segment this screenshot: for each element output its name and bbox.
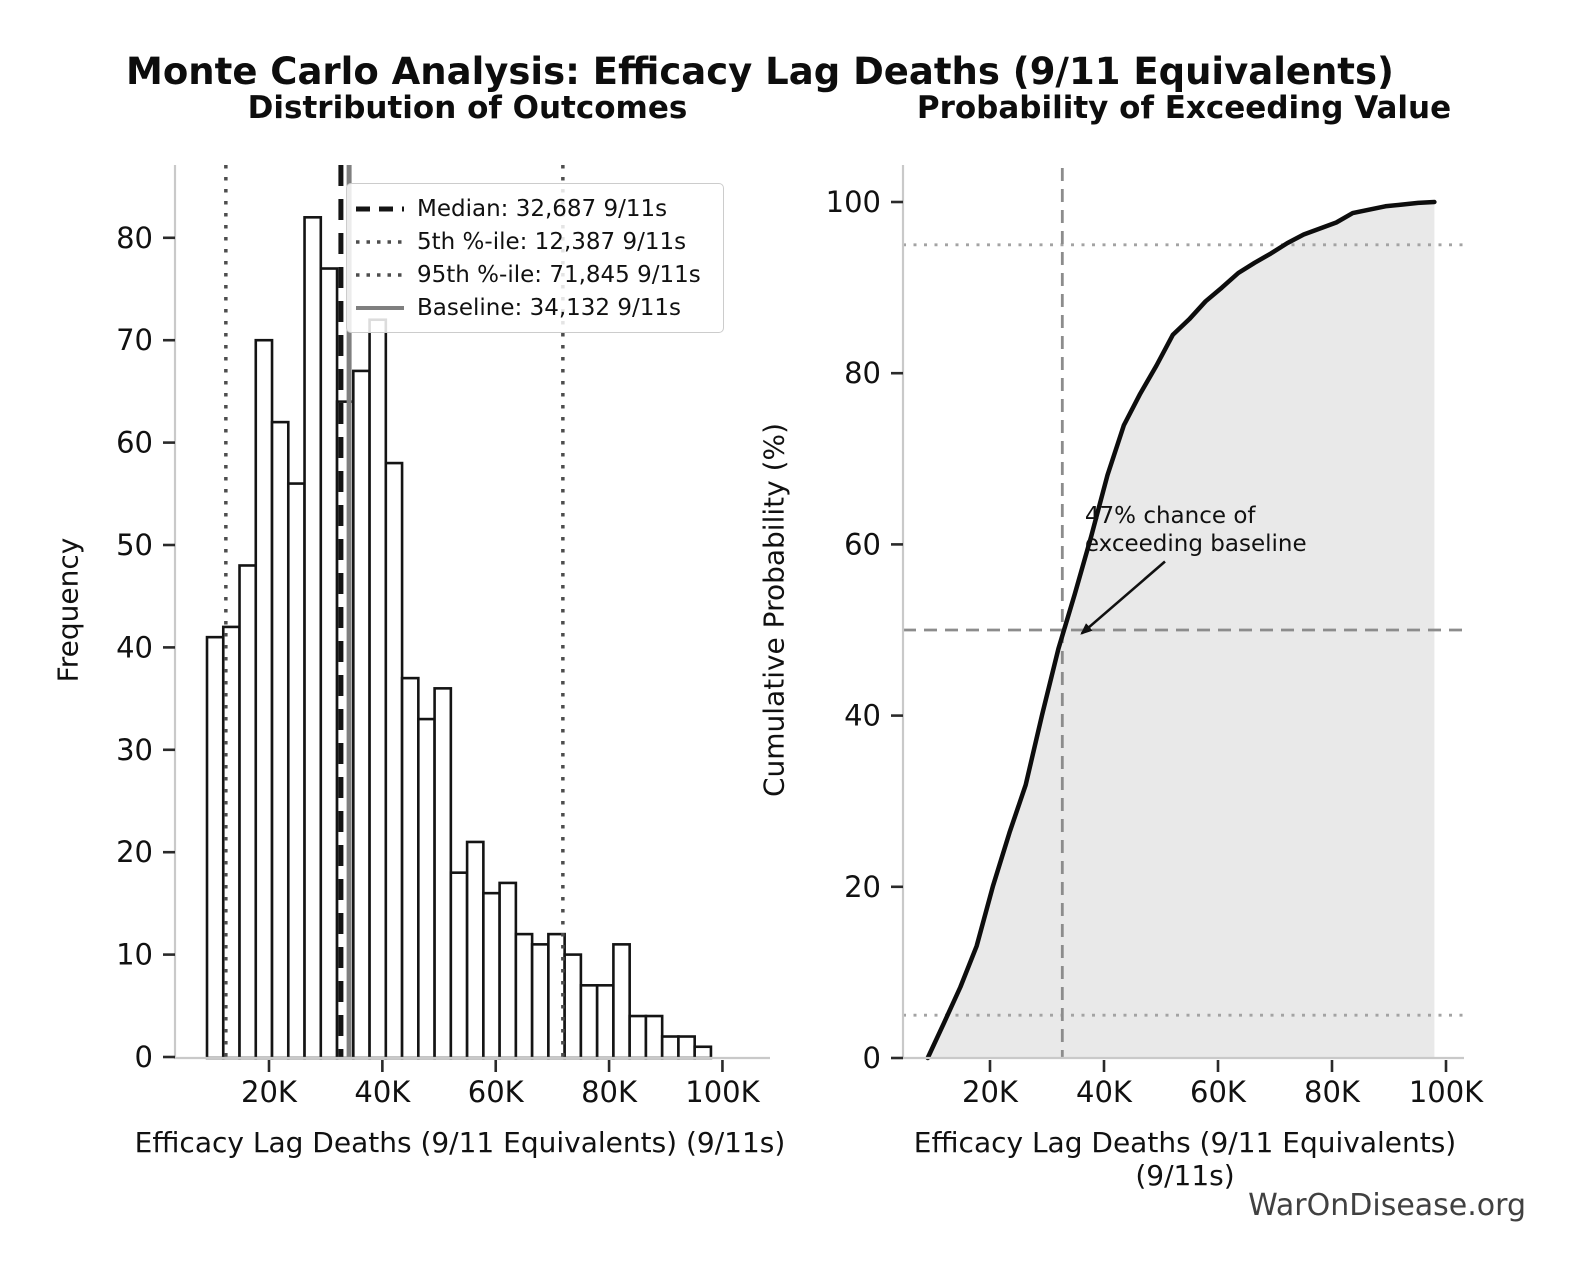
cdf-y-tick-label: 0 <box>862 1041 881 1075</box>
legend-label-baseline: Baseline: 34,132 9/11s <box>417 294 681 321</box>
cdf-y-tick-label: 80 <box>844 356 881 391</box>
histogram-bar <box>305 217 321 1058</box>
cdf-y-tick-label: 60 <box>844 527 881 562</box>
legend-label-median: Median: 32,687 9/11s <box>417 195 668 222</box>
legend-item-p95 <box>355 258 713 291</box>
histogram-bar <box>581 985 597 1058</box>
histogram-bar <box>500 883 516 1058</box>
histogram-y-tick-label: 50 <box>116 528 153 562</box>
histogram-bar <box>370 320 386 1058</box>
histogram-y-tick-label: 80 <box>116 220 153 255</box>
histogram-bar <box>695 1047 711 1058</box>
histogram-y-tick-label: 60 <box>116 425 153 460</box>
right-chart-title: Probability of Exceeding Value <box>916 90 1452 126</box>
cdf-x-tick-label: 100K <box>1408 1075 1484 1109</box>
histogram-x-tick-label: 80K <box>581 1075 638 1109</box>
histogram-y-tick-label: 10 <box>116 937 153 972</box>
histogram-y-tick-label: 20 <box>116 835 153 870</box>
histogram-bar <box>240 565 256 1058</box>
baseline-line-sample-icon <box>355 303 405 313</box>
histogram-bar <box>646 1016 662 1058</box>
cdf-x-tick-label: 60K <box>1190 1075 1246 1109</box>
histogram-x-tick-label: 40K <box>354 1075 411 1109</box>
histogram-y-tick-label: 70 <box>116 323 153 358</box>
histogram-bar <box>662 1037 678 1058</box>
histogram-bar <box>353 371 369 1058</box>
annotation-text-line: exceeding baseline <box>1084 530 1307 557</box>
cdf-y-tick-label: 40 <box>844 698 881 733</box>
left-x-axis-label: Efficacy Lag Deaths (9/11 Equivalents) (9/11s) <box>134 1126 786 1159</box>
histogram-bar <box>418 719 434 1058</box>
histogram-y-tick-label: 40 <box>116 630 153 665</box>
histogram-bar <box>256 340 272 1058</box>
cdf-x-tick-label: 40K <box>1076 1075 1132 1109</box>
histogram-y-tick-label: 0 <box>134 1040 153 1074</box>
histogram-bar <box>467 842 483 1058</box>
p95-line-sample-icon <box>355 270 405 280</box>
histogram-bar <box>435 688 451 1058</box>
histogram-bar <box>630 1016 646 1058</box>
histogram-x-tick-label: 20K <box>241 1075 297 1109</box>
histogram-bar <box>272 422 288 1058</box>
histogram-bar <box>613 944 629 1058</box>
legend-item-p5 <box>355 225 713 258</box>
histogram-bar <box>207 637 223 1058</box>
histogram-bar <box>451 873 467 1058</box>
legend-label-p95: 95th %-ile: 71,845 9/11s <box>417 261 701 288</box>
histogram-bar <box>678 1037 694 1058</box>
annotation-text-line: 47% chance of <box>1084 502 1256 529</box>
histogram-bar <box>288 484 304 1058</box>
histogram-bar <box>386 463 402 1058</box>
cdf-x-tick-label: 80K <box>1304 1075 1360 1109</box>
histogram-bar <box>402 678 418 1058</box>
annotation-callout <box>1085 502 1307 558</box>
cdf-x-tick-label: 20K <box>962 1075 1018 1109</box>
legend-item-median <box>355 192 713 225</box>
legend-label-p5: 5th %-ile: 12,387 9/11s <box>417 228 687 255</box>
histogram-bar <box>483 893 499 1058</box>
figure-title: Monte Carlo Analysis: Efficacy Lag Deaths (9/11 Equivalents) <box>126 50 1394 93</box>
watermark: WarOnDisease.org <box>1248 1188 1526 1223</box>
p5-line-sample-icon <box>355 237 405 247</box>
right-y-axis-label: Cumulative Probability (%) <box>757 422 791 798</box>
histogram-bars <box>207 217 711 1058</box>
histogram-y-tick-label: 30 <box>116 732 153 767</box>
legend <box>346 183 724 333</box>
histogram-bar <box>321 269 337 1058</box>
histogram-bar <box>565 955 581 1058</box>
histogram-bar <box>516 934 532 1058</box>
cdf-y-tick-label: 100 <box>825 185 881 219</box>
histogram-x-tick-label: 100K <box>685 1075 760 1109</box>
cdf-y-tick-label: 20 <box>844 869 881 904</box>
histogram-bar <box>532 944 548 1058</box>
median-line-sample-icon <box>355 204 405 214</box>
left-y-axis-label: Frequency <box>51 537 85 683</box>
left-chart-title: Distribution of Outcomes <box>247 90 688 126</box>
histogram-x-tick-label: 60K <box>467 1075 524 1109</box>
histogram-bar <box>597 985 613 1058</box>
legend-item-baseline <box>355 291 713 324</box>
right-x-axis-label: Efficacy Lag Deaths (9/11 Equivalents) (9/11s) <box>913 1126 1457 1192</box>
